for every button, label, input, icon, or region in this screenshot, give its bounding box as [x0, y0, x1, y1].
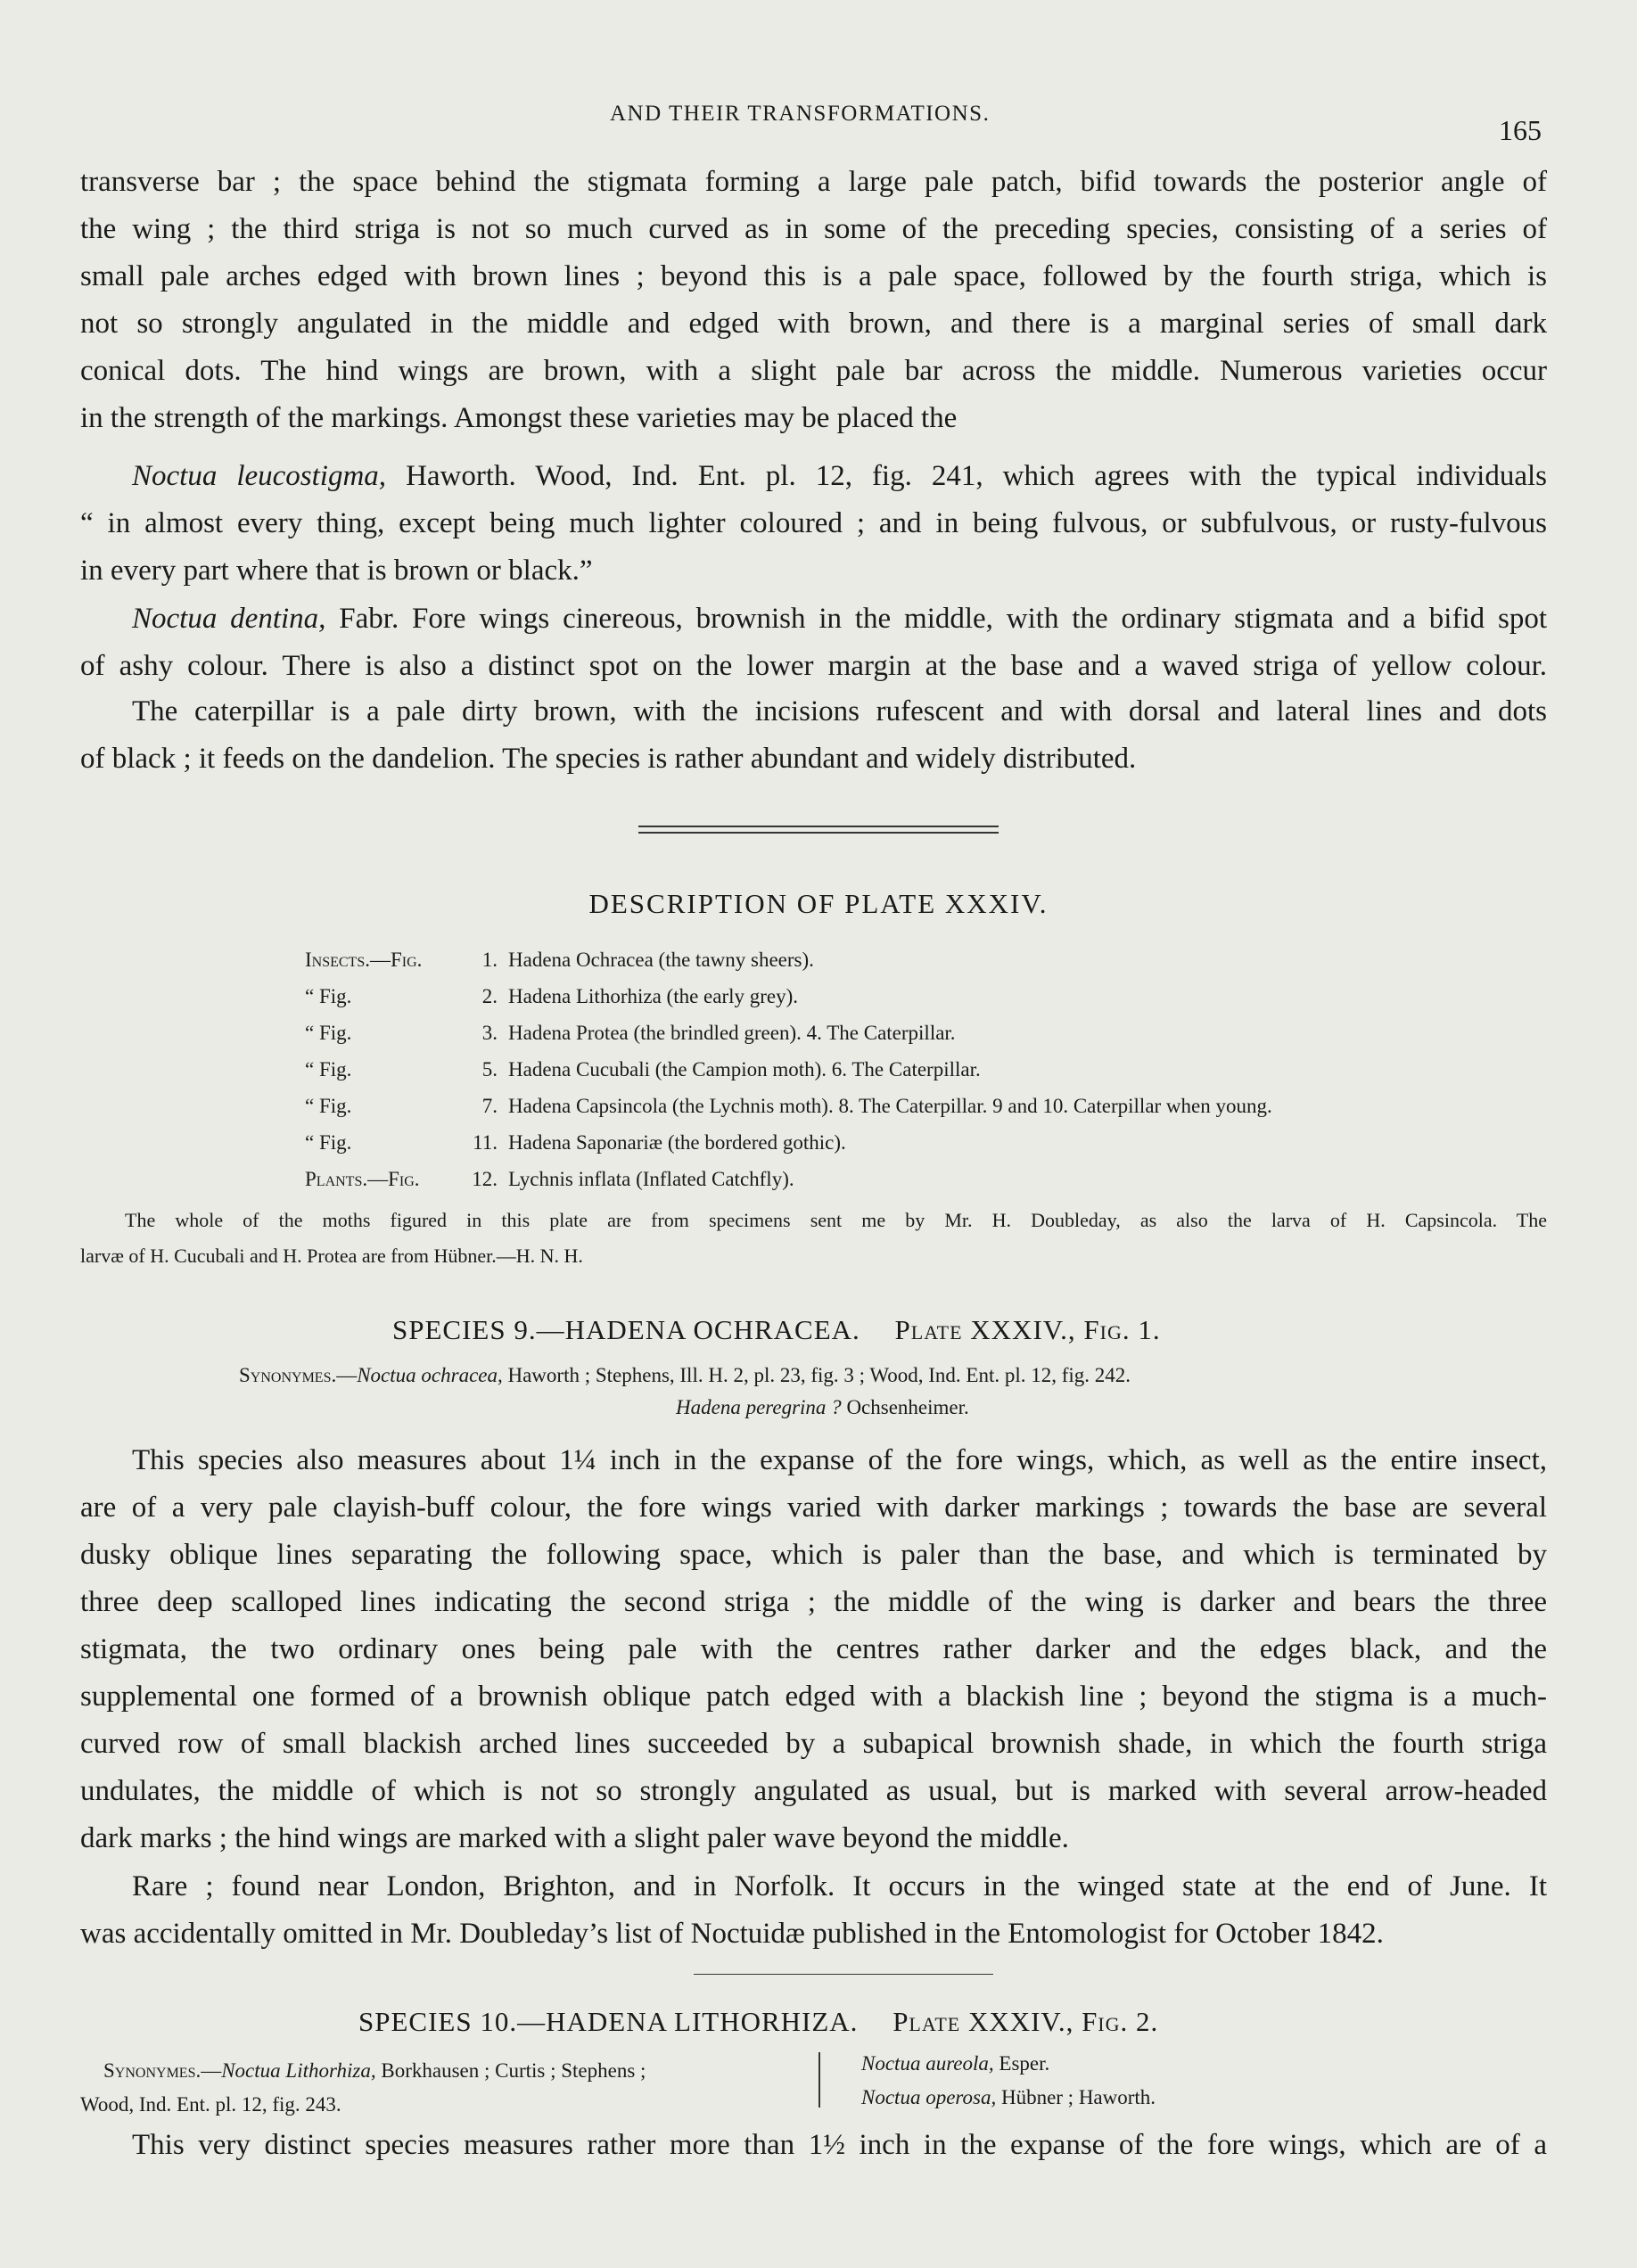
column-divider	[818, 2052, 820, 2108]
text-line: Rare ; found near London, Brighton, and in Norfolk. It occurs in the winged state at the end of June. It	[132, 1870, 1547, 1902]
species-10-synonymes-left	[80, 2054, 646, 2122]
text-line: conical dots. The hind wings are brown, with a slight pale bar across the middle. Numerous varieties occur	[80, 355, 1547, 387]
synonymes-label: Synonymes.—	[239, 1364, 358, 1386]
species-name: Noctua operosa,	[861, 2086, 997, 2108]
figure-lead: Insects.—Fig.	[305, 949, 423, 971]
running-header: AND THEIR TRANSFORMATIONS.	[610, 102, 991, 126]
text-line: not so strongly angulated in the middle and edged with brown, and there is a marginal series of small dark	[80, 308, 1547, 340]
text-line: undulates, the middle of which is not so strongly angulated as usual, but is marked with several arrow-headed	[80, 1775, 1547, 1807]
plate-reference: Plate XXXIV., Fig. 2.	[893, 2006, 1159, 2037]
species-9-description	[80, 1437, 1547, 1862]
text-line: dark marks ; the hind wings are marked with a slight paler wave beyond the middle.	[80, 1822, 1069, 1854]
figure-row	[305, 1124, 1272, 1161]
text-line: in every part where that is brown or black.”	[80, 555, 593, 587]
species-9-occurrence	[80, 1863, 1547, 1958]
paragraph-leucostigma	[80, 453, 1547, 595]
paragraph-dentina	[80, 596, 1547, 690]
page-number: 165	[1499, 114, 1542, 146]
figure-lead: “ Fig.	[305, 985, 352, 1007]
figure-row	[305, 1088, 1272, 1124]
paragraph-caterpillar	[80, 688, 1547, 783]
species-9-heading	[392, 1314, 1161, 1346]
figure-lead: “ Fig.	[305, 1022, 352, 1044]
figure-lead: “ Fig.	[305, 1095, 352, 1117]
species-10-synonymes-right	[861, 2047, 1156, 2115]
figure-number: 11.	[473, 1131, 498, 1154]
text-line: supplemental one formed of a brownish oblique patch edged with a blackish line ; beyond the stigma is a much-	[80, 1680, 1547, 1713]
text-line: of ashy colour. There is also a distinct spot on the lower margin at the base and a waved striga of yellow colour.	[80, 650, 1547, 682]
species-name: Noctua dentina,	[132, 603, 326, 635]
plate-description-title: DESCRIPTION OF PLATE XXXIV.	[588, 888, 1049, 919]
text-line: the wing ; the third striga is not so much curved as in some of the preceding species, consisting of a series of	[80, 213, 1547, 245]
figure-text: Hadena Lithorhiza (the early grey).	[508, 985, 799, 1007]
species-9-synonymes-2	[676, 1396, 969, 1419]
text-line: are of a very pale clayish-buff colour, the fore wings varied with darker markings ; towards the base are several	[80, 1491, 1547, 1524]
species-name: Noctua leucostigma,	[132, 460, 387, 492]
figure-number: 5.	[481, 1058, 498, 1081]
text-line: dusky oblique lines separating the following space, which is paler than the base, and which is terminated by	[80, 1539, 1547, 1571]
species-10-description	[80, 2122, 1547, 2169]
plate-reference: Plate XXXIV., Fig. 1.	[894, 1314, 1161, 1345]
text-line: larvæ of H. Cucubali and H. Protea are from Hübner.—H. N. H.	[80, 1245, 583, 1267]
text-line	[80, 596, 1547, 643]
plate-figure-list	[305, 941, 1272, 1197]
synonyme-line	[861, 2081, 1156, 2115]
text-span: Haworth ; Stephens, Ill. H. 2, pl. 23, fig. 3 ; Wood, Ind. Ent. pl. 12, fig. 242.	[502, 1364, 1131, 1386]
species-name: Noctua aureola,	[861, 2052, 994, 2075]
text-line: in the strength of the markings. Amongst these varieties may be placed the	[80, 402, 958, 434]
divider-rule	[694, 1974, 993, 1975]
plate-note	[80, 1203, 1547, 1274]
species-title: SPECIES 10.—HADENA LITHORHIZA.	[358, 2006, 859, 2037]
figure-row	[305, 1161, 1272, 1197]
text-line: This species also measures about 1¼ inch in the expanse of the fore wings, which, as well as the entire insect,	[132, 1444, 1547, 1476]
figure-row	[305, 1051, 1272, 1088]
species-name: Noctua Lithorhiza,	[221, 2059, 376, 2082]
species-10-heading	[358, 2006, 1158, 2038]
text-line: was accidentally omitted in Mr. Doubleday’s list of Noctuidæ published in the Entomologist for October 1842.	[80, 1918, 1384, 1950]
figure-number: 12.	[472, 1168, 498, 1190]
figure-text: Hadena Cucubali (the Campion moth). 6. The Caterpillar.	[508, 1058, 981, 1081]
synonyme-line	[80, 2054, 646, 2088]
text-line: The caterpillar is a pale dirty brown, with the incisions rufescent and with dorsal and lateral lines and dots	[132, 695, 1547, 727]
figure-row	[305, 978, 1272, 1015]
figure-row	[305, 941, 1272, 978]
text-line: curved row of small blackish arched lines succeeded by a subapical brownish shade, in which the fourth striga	[80, 1728, 1547, 1760]
text-line: “ in almost every thing, except being much lighter coloured ; and in being fulvous, or subfulvous, or rusty-fulvous	[80, 507, 1547, 539]
figure-number: 1.	[481, 949, 498, 971]
figure-lead: “ Fig.	[305, 1058, 352, 1081]
text-line: three deep scalloped lines indicating the second striga ; the middle of the wing is darker and bears the three	[80, 1586, 1547, 1618]
figure-text: Hadena Protea (the brindled green). 4. The Caterpillar.	[508, 1022, 956, 1044]
divider-rule	[638, 826, 999, 827]
text-line: This very distinct species measures rather more than 1½ inch in the expanse of the fore wings, which are of a	[132, 2129, 1547, 2161]
synonyme-line: Wood, Ind. Ent. pl. 12, fig. 243.	[80, 2093, 341, 2116]
species-title: SPECIES 9.—HADENA OCHRACEA.	[392, 1314, 860, 1345]
figure-lead: Plants.—Fig.	[305, 1168, 420, 1190]
text-line: of black ; it feeds on the dandelion. The species is rather abundant and widely distributed.	[80, 743, 1137, 775]
figure-text: Hadena Ochracea (the tawny sheers).	[508, 949, 814, 971]
figure-text: Hadena Saponariæ (the bordered gothic).	[508, 1131, 846, 1154]
text-span: Borkhausen ; Curtis ; Stephens ;	[375, 2059, 646, 2082]
paragraph-continuation	[80, 159, 1547, 442]
figure-number: 3.	[481, 1022, 498, 1044]
text-line: small pale arches edged with brown lines ; beyond this is a pale space, followed by the fourth striga, which is	[80, 260, 1547, 292]
text-line: transverse bar ; the space behind the stigmata forming a large pale patch, bifid towards the posterior angle of	[80, 166, 1547, 198]
text-span: Hübner ; Haworth.	[996, 2086, 1156, 2108]
figure-text: Lychnis inflata (Inflated Catchfly).	[508, 1168, 794, 1190]
synonyme-line	[861, 2047, 1156, 2081]
figure-number: 2.	[481, 985, 498, 1007]
figure-lead: “ Fig.	[305, 1131, 352, 1154]
species-9-synonymes	[239, 1364, 1131, 1387]
species-name: Noctua ochracea,	[357, 1364, 503, 1386]
figure-text: Hadena Capsincola (the Lychnis moth). 8. The Caterpillar. 9 and 10. Caterpillar when young.	[508, 1095, 1272, 1117]
divider-rule	[638, 832, 999, 834]
text-span: Fabr. Fore wings cinereous, brownish in the middle, with the ordinary stigmata and a bifid spot	[325, 603, 1547, 635]
text-span: Haworth. Wood, Ind. Ent. pl. 12, fig. 241, which agrees with the typical individuals	[386, 460, 1547, 492]
figure-number: 7.	[481, 1095, 498, 1117]
text-span: Ochsenheimer.	[841, 1396, 969, 1418]
text-line: stigmata, the two ordinary ones being pale with the centres rather darker and the edges black, and the	[80, 1633, 1547, 1665]
synonymes-label: Synonymes.—	[103, 2059, 222, 2082]
figure-row	[305, 1015, 1272, 1051]
text-line	[80, 453, 1547, 500]
text-line: The whole of the moths figured in this plate are from specimens sent me by Mr. H. Doubleday, as also the larva of H. Capsincola. The	[125, 1209, 1547, 1231]
species-name: Hadena peregrina ?	[676, 1396, 842, 1418]
text-span: Esper.	[993, 2052, 1050, 2075]
